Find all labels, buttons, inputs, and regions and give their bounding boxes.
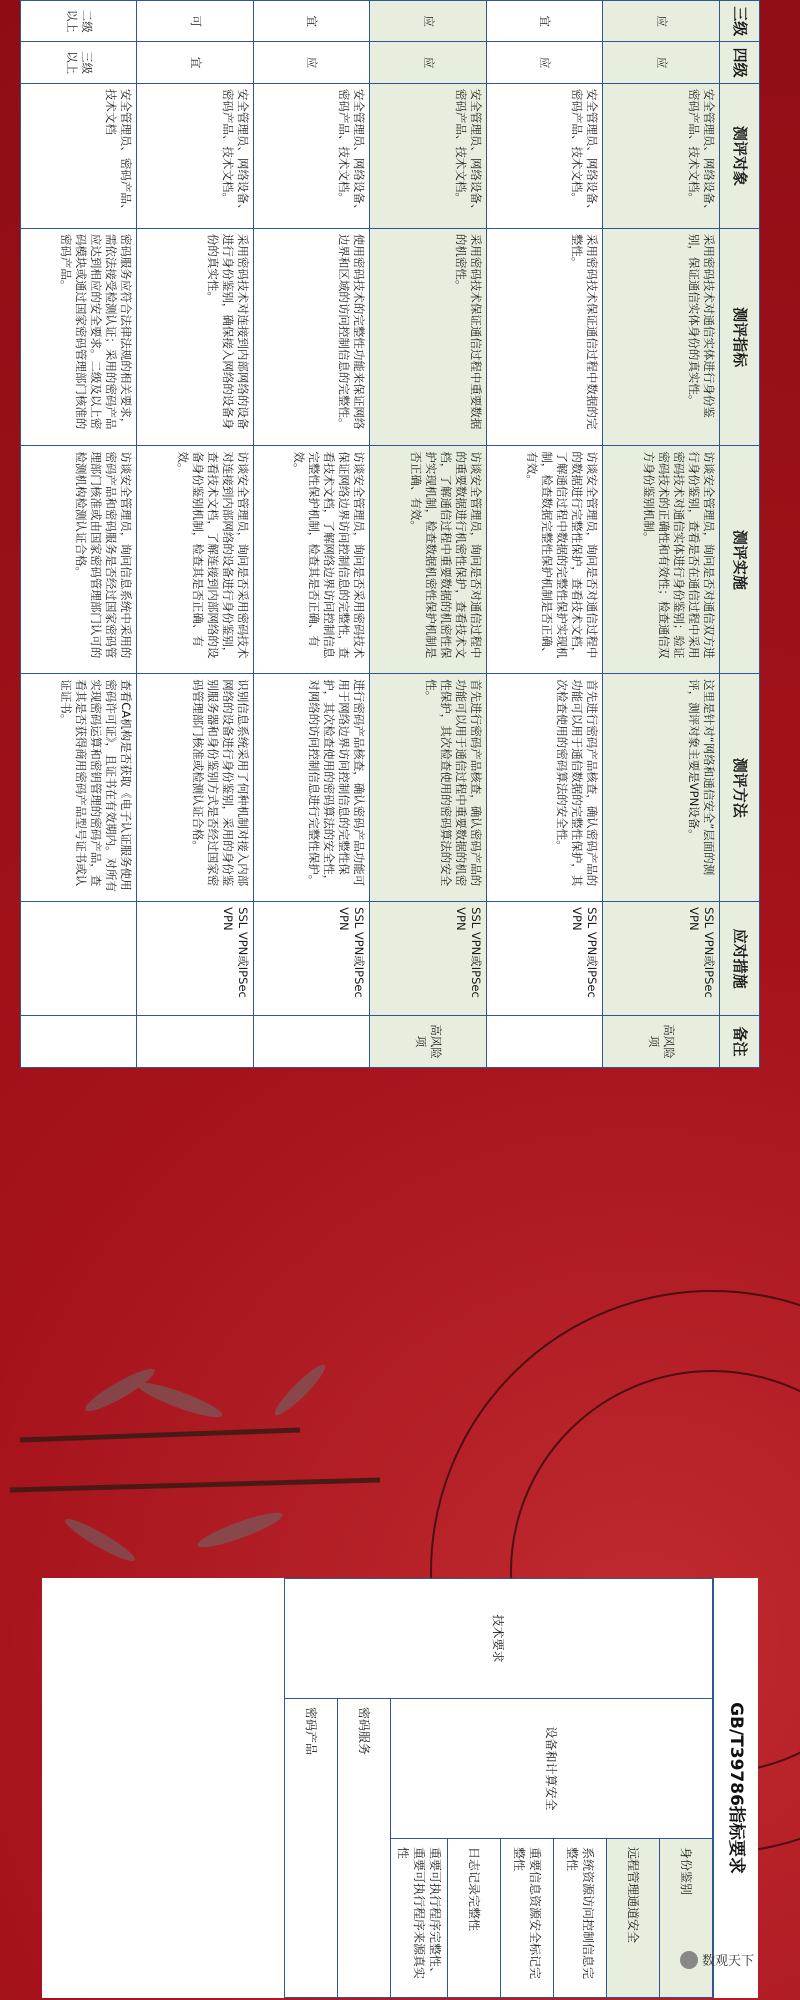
cell-note: 高风险项 — [370, 1016, 487, 1068]
cell-indicator: 采用密码技术保证通信过程中数据的完整性。 — [487, 228, 604, 446]
cell-measure: SSL VPN或IPSec VPN — [487, 902, 604, 1016]
header-row — [720, 1, 760, 1068]
cell-indicator: 采用密码技术对通信实体进行身份鉴别，保证通信实体身份的真实性。 — [603, 228, 720, 446]
top-document — [20, 0, 760, 1068]
bottom-document — [42, 1578, 758, 1998]
cell-l4: 宜 — [137, 42, 254, 83]
table-row — [603, 1, 720, 1068]
cell-indicator: 使用密码技术的完整性功能来保证网络边界和区域的访问控制信息的完整性。 — [254, 228, 371, 446]
cell-indicator: 密码服务应符合法律法规的相关要求，需依法接受检测认证；采用的密码产品应达到相应的安全要求。二级及以上密码模块或通过国家密码管理部门核准的密码产品。 — [21, 228, 138, 446]
header-method: 测评方法 — [720, 674, 760, 902]
cell-method: 首先进行密码产品核查，确认密码产品的功能可以用于通信数据的完整性保护，其次检查使用的密码算法的安全性。 — [487, 674, 604, 902]
cell-method: 进行密码产品核查，确认密码产品功能可用于网络边界访问控制信息的完整性保护，其次检查使用的密码算法的安全性，对网络的访问控制信息进行完整性保护。 — [254, 674, 371, 902]
cell-method: 识别信息系统采用了何种机制对接入内部网络的设备进行身份鉴别，采用的身份鉴别服务器和身份鉴别方式是否经过国家密码管理部门核准或检测认证合格。 — [137, 674, 254, 902]
cell-l3: 宜 — [254, 1, 371, 42]
header-impl: 测评实施 — [720, 446, 760, 674]
header-note: 备注 — [720, 1016, 760, 1068]
table-row — [137, 1, 254, 1068]
cell-note — [137, 1016, 254, 1068]
table-row — [370, 1, 487, 1068]
cell-measure: SSL VPN或IPSec VPN — [254, 902, 371, 1016]
item-log-integrity: 日志记录完整性 — [448, 1839, 501, 1998]
cell-measure: SSL VPN或IPSec VPN — [603, 902, 720, 1016]
header-level4: 四级 — [720, 42, 760, 83]
item-remote-channel: 远程管理通道安全 — [607, 1839, 660, 1998]
cell-note — [21, 1016, 138, 1068]
wechat-icon — [680, 1951, 698, 1969]
watermark-text: 数观天下 — [702, 1954, 755, 1969]
cell-l4: 三级以上 — [21, 42, 138, 83]
cell-method: 首先进行密码产品核查，确认密码产品的功能可以用于通信过程中重要数据的机密性保护，其次检查使用的密码算法的安全性。 — [370, 674, 487, 902]
item-identity-auth: 身份鉴别 — [660, 1839, 713, 1998]
header-indicator: 测评指标 — [720, 228, 760, 446]
cell-note — [487, 1016, 604, 1068]
item-exec-integrity: 重要可执行程序完整性、重要可执行程序来源真实性 — [391, 1839, 448, 1998]
cell-l4: 应 — [603, 42, 720, 83]
cell-l3: 应 — [370, 1, 487, 42]
cell-indicator: 采用密码技术对连接到内部网络的设备进行身份鉴别，确保接入网络的设备身份的真实性。 — [137, 228, 254, 446]
cell-note — [254, 1016, 371, 1068]
cell-impl: 访谈安全管理员，询问信息系统中采用的密码产品和密码服务是否经过国家密码管理部门核准或由国家密码管理部门认可的检测机构检测认证合格。 — [21, 446, 138, 674]
item-security-label: 重要信息资源安全标记完整性 — [501, 1839, 554, 1998]
header-measure: 应对措施 — [720, 902, 760, 1016]
cell-impl: 访谈安全管理员，询问是否对通信过程中的数据进行完整性保护，查看技术文档，了解通信过程中数据的完整性保护实现机制，检查数据完整性保护机制是否正确、有效。 — [487, 446, 604, 674]
cell-object: 安全管理员、网络设备、密码产品、技术文档。 — [603, 83, 720, 228]
cell-method: 查看CA机构是否获取《电子认证服务使用密码许可证》，且证书在有效期内。对所有实现密码运算和密钥管理的密码产品，查看其是否获得商用密码产品型号证书或认证证书。 — [21, 674, 138, 902]
cell-l4: 应 — [370, 42, 487, 83]
cell-measure: SSL VPN或IPSec VPN — [370, 902, 487, 1016]
cell-l3: 可 — [137, 1, 254, 42]
cell-impl: 访谈安全管理员，询问是否采用密码技术对连接到内部网络的设备进行身份鉴别，查看技术文档，了解连接到内部网络的设备身份鉴别机制，检查其是否正确、有效。 — [137, 446, 254, 674]
cell-note: 高风险项 — [603, 1016, 720, 1068]
watermark — [680, 1950, 754, 1969]
cell-impl: 访谈安全管理员，询问是否采用密码技术保证网络边界访问控制信息的完整性，查看技术文档，了解网络边界访问控制信息完整性保护机制，检查其是否正确、有效。 — [254, 446, 371, 674]
item-access-control: 系统资源访问控制信息完整性 — [554, 1839, 607, 1998]
item-crypto-product: 密码产品 — [285, 1699, 338, 1998]
category-tech: 技术要求 — [285, 1579, 713, 1699]
cell-l3: 应 — [603, 1, 720, 42]
cell-indicator: 采用密码技术保证通信过程中重要数据的机密性。 — [370, 228, 487, 446]
cell-object: 安全管理员、网络设备、密码产品、技术文档。 — [254, 83, 371, 228]
cell-impl: 访谈安全管理员，询问是否对通信双方进行身份鉴别，查看是否在通信过程中采用密码技术对通信实体进行身份鉴别；验证密码技术的正确性和有效性；检查通信双方身份鉴别机制。 — [603, 446, 720, 674]
cell-l4: 应 — [254, 42, 371, 83]
header-object: 测评对象 — [720, 83, 760, 228]
cell-impl: 访谈安全管理员，询问是否对通信过程中的重要数据进行机密性保护，查看技术文档，了解通信过程中重要数据的机密性保护实现机制，检查数据机密性保护机制是否正确、有效。 — [370, 446, 487, 674]
evaluation-table — [20, 0, 760, 1068]
indicator-table — [284, 1578, 713, 1998]
cell-object: 安全管理员、密码产品、技术文档 — [21, 83, 138, 228]
bamboo-decoration — [0, 1330, 400, 1590]
cell-object: 安全管理员、网络设备、密码产品、技术文档。 — [487, 83, 604, 228]
cell-l3: 二级以上 — [21, 1, 138, 42]
indicator-title: GB/T39786指标要求 — [713, 1578, 758, 1998]
cell-measure: SSL VPN或IPSec VPN — [137, 902, 254, 1016]
cell-measure — [21, 902, 138, 1016]
cell-object: 安全管理员、网络设备、密码产品、技术文档。 — [370, 83, 487, 228]
cell-l4: 应 — [487, 42, 604, 83]
cell-method: 这里是针对“网络和通信安全”层面的测评，测评对象主要是VPN设备。 — [603, 674, 720, 902]
table-row — [487, 1, 604, 1068]
header-level3: 三级 — [720, 1, 760, 42]
cell-l3: 宜 — [487, 1, 604, 42]
table-row — [254, 1, 371, 1068]
table-row — [660, 1579, 713, 1998]
item-crypto-service: 密码服务 — [338, 1699, 391, 1998]
table-row — [21, 1, 138, 1068]
cell-object: 安全管理员、网络设备、密码产品、技术文档。 — [137, 83, 254, 228]
category-device: 设备和计算安全 — [391, 1699, 713, 1839]
